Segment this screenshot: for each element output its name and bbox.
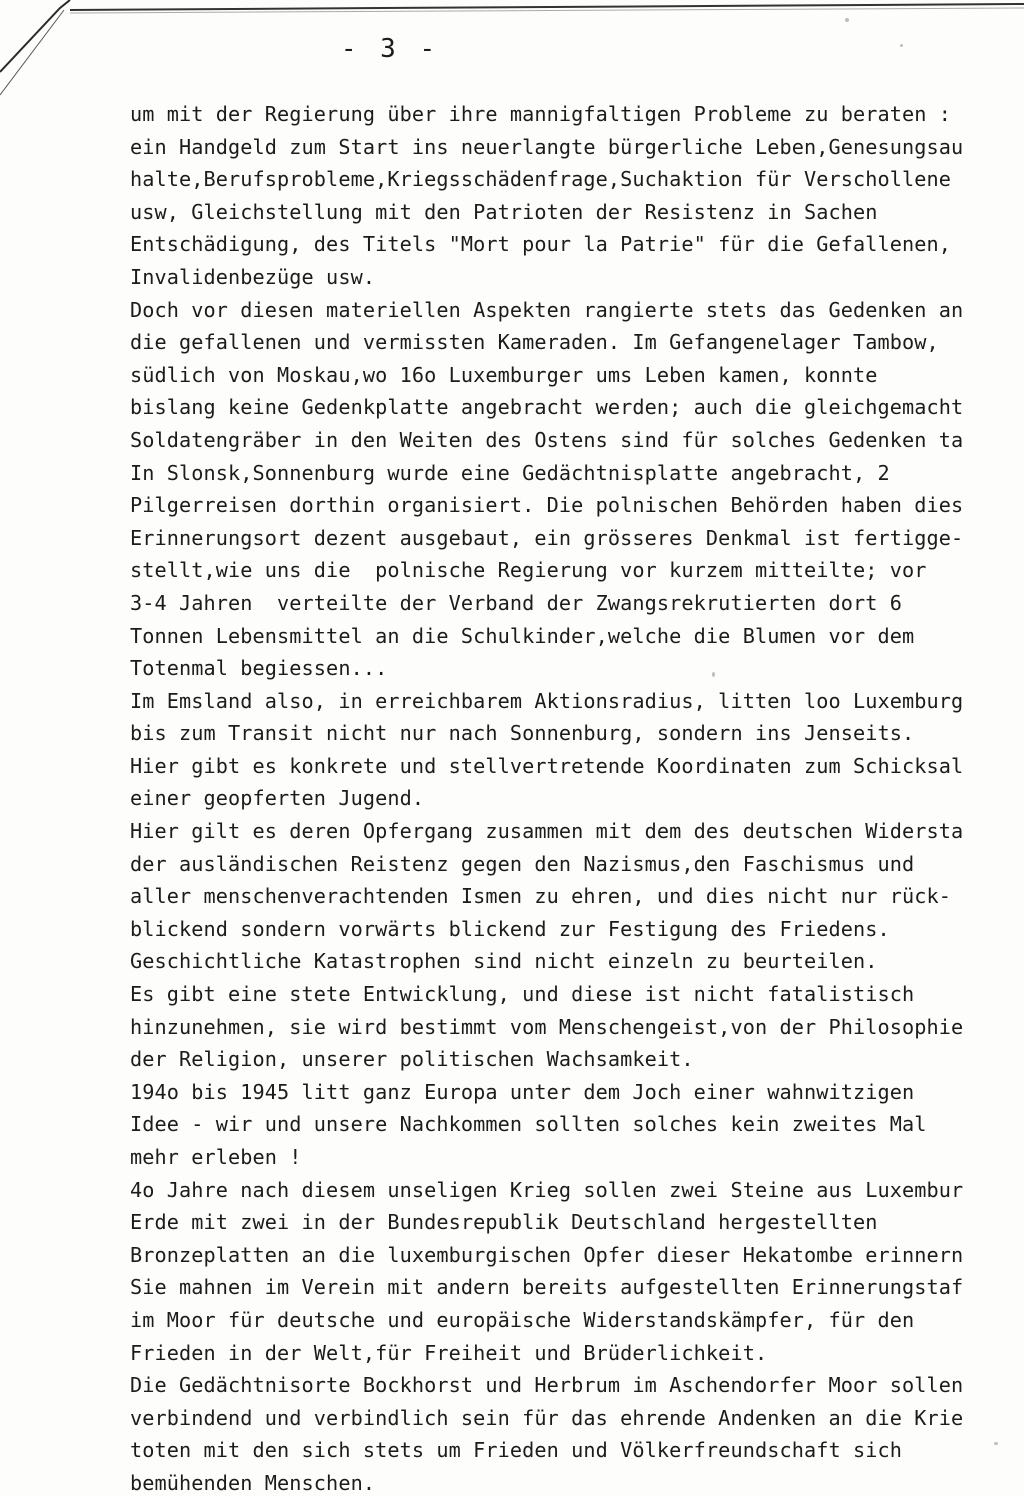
text-line: Entschädigung, des Titels "Mort pour la Patrie" für die Gefallenen, [130, 232, 952, 257]
text-line: blickend sondern vorwärts blickend zur Festigung des Friedens. [130, 916, 890, 941]
text-line: stellt,wie uns die polnische Regierung vor kurzem mitteilte; vor [130, 558, 927, 583]
text-line: hinzunehmen, sie wird bestimmt vom Menschengeist,von der Philosophie [130, 1014, 964, 1039]
text-line: 194o bis 1945 litt ganz Europa unter dem Joch einer wahnwitzigen [130, 1079, 915, 1104]
text-line: halte,Berufsprobleme,Kriegsschädenfrage,Suchaktion für Verschollene [130, 167, 952, 192]
text-line: 3-4 Jahren verteilte der Verband der Zwangsrekrutierten dort 6 [130, 590, 902, 615]
text-line: toten mit den sich stets um Frieden und Völkerfreundschaft sich [130, 1438, 902, 1463]
text-line: Die Gedächtnisorte Bockhorst und Herbrum im Aschendorfer Moor sollen [130, 1373, 964, 1398]
text-line: verbindend und verbindlich sein für das ehrende Andenken an die Krie [130, 1405, 964, 1430]
scan-speck [900, 44, 903, 47]
folded-corner-mark [0, 0, 1024, 100]
text-line: Bronzeplatten an die luxemburgischen Opfer dieser Hekatombe erinnern [130, 1242, 964, 1267]
text-line: Doch vor diesen materiellen Aspekten rangierte stets das Gedenken an [130, 297, 964, 322]
scan-speck [845, 18, 849, 22]
text-line: im Moor für deutsche und europäische Widerstandskämpfer, für den [130, 1307, 915, 1332]
text-line: einer geopferten Jugend. [130, 786, 425, 811]
text-line: 4o Jahre nach diesem unseligen Krieg sollen zwei Steine aus Luxembur [130, 1177, 964, 1202]
text-line: Soldatengräber in den Weiten des Ostens sind für solches Gedenken ta [130, 427, 964, 452]
typewritten-text-body [130, 98, 1024, 1500]
text-line: Tonnen Lebensmittel an die Schulkinder,welche die Blumen vor dem [130, 623, 915, 648]
text-line: In Slonsk,Sonnenburg wurde eine Gedächtnisplatte angebracht, 2 [130, 460, 890, 485]
text-line: Totenmal begiessen... [130, 656, 388, 681]
text-line: aller menschenverachtenden Ismen zu ehren, und dies nicht nur rück- [130, 884, 952, 909]
text-line: Geschichtliche Katastrophen sind nicht einzeln zu beurteilen. [130, 949, 878, 974]
text-line: Idee - wir und unsere Nachkommen sollten solches kein zweites Mal [130, 1112, 927, 1137]
text-line: Hier gibt es konkrete und stellvertretende Koordinaten zum Schicksal [130, 753, 964, 778]
text-line: um mit der Regierung über ihre mannigfaltigen Probleme zu beraten : [130, 102, 952, 126]
text-line: ein Handgeld zum Start ins neuerlangte bürgerliche Leben,Genesungsau [130, 134, 964, 159]
text-line: Es gibt eine stete Entwicklung, und diese ist nicht fatalistisch [130, 982, 915, 1007]
page-number: - 3 - [340, 34, 440, 64]
text-line: Erde mit zwei in der Bundesrepublik Deutschland hergestellten [130, 1210, 878, 1235]
text-line: Pilgerreisen dorthin organisiert. Die polnischen Behörden haben dies [130, 493, 964, 518]
text-line: mehr erleben ! [130, 1145, 302, 1169]
text-line: Hier gilt es deren Opfergang zusammen mit dem des deutschen Widersta [130, 819, 964, 844]
text-line: bis zum Transit nicht nur nach Sonnenburg, sondern ins Jenseits. [130, 721, 915, 746]
text-line: Invalidenbezüge usw. [130, 264, 376, 289]
text-line: Erinnerungsort dezent ausgebaut, ein grösseres Denkmal ist fertigge- [130, 525, 964, 550]
text-line: Im Emsland also, in erreichbarem Aktionsradius, litten loo Luxemburg [130, 688, 964, 713]
text-line: usw, Gleichstellung mit den Patrioten der Resistenz in Sachen [130, 199, 878, 224]
text-line: Sie mahnen im Verein mit andern bereits aufgestellten Erinnerungstaf [130, 1275, 964, 1300]
text-line: Frieden in der Welt,für Freiheit und Brüderlichkeit. [130, 1340, 768, 1365]
text-line: südlich von Moskau,wo 16o Luxemburger ums Leben kamen, konnte [130, 362, 878, 387]
text-line: der Religion, unserer politischen Wachsamkeit. [130, 1047, 694, 1072]
text-line: bislang keine Gedenkplatte angebracht werden; auch die gleichgemacht [130, 395, 964, 420]
text-line: der ausländischen Reistenz gegen den Nazismus,den Faschismus und [130, 851, 915, 876]
text-line: bemühenden Menschen. [130, 1470, 376, 1495]
text-line: die gefallenen und vermissten Kameraden. Im Gefangenelager Tambow, [130, 330, 939, 355]
